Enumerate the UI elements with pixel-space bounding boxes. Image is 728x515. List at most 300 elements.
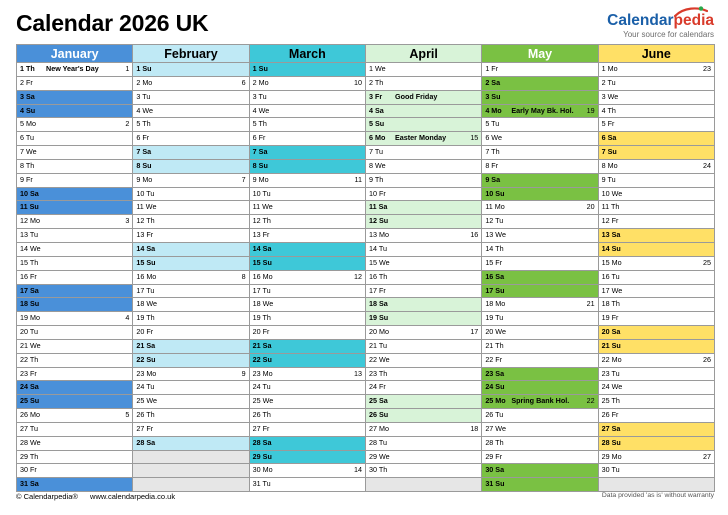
calendar-day-cell[interactable] [599,368,714,381]
calendar-day-cell[interactable] [17,395,132,408]
calendar-day-cell[interactable] [599,354,714,367]
day-number: 12 Fr [601,216,619,226]
day-number: 13 Tu [20,230,38,240]
brand-tagline: Your source for calendars [623,30,714,39]
calendar-day-cell[interactable] [599,451,714,464]
day-number: 29 Th [20,451,39,461]
calendar-day-cell[interactable] [133,340,248,353]
calendar-day-cell[interactable] [366,381,481,394]
calendar-day-cell[interactable] [133,118,248,131]
day-number: 17 Su [485,285,505,295]
day-number: 25 Mo [485,396,506,406]
calendar-day-cell[interactable] [366,174,481,187]
calendar-day-cell[interactable] [366,243,481,256]
day-number: 20 Mo [368,327,389,337]
calendar-day-cell[interactable] [17,423,132,436]
calendar-cell [598,146,714,160]
calendar-day-cell[interactable] [366,77,481,90]
calendar-cell [482,270,598,284]
day-number: 22 Mo [601,354,622,364]
calendar-day-cell[interactable] [482,285,597,298]
calendar-cell [365,298,481,312]
calendar-day-cell[interactable] [250,63,365,76]
calendar-cell [133,63,249,77]
day-number: 12 Tu [485,216,504,226]
day-number: 13 We [485,230,506,240]
calendar-day-cell[interactable] [599,188,714,201]
calendar-day-cell[interactable] [17,354,132,367]
calendar-day-cell[interactable] [133,91,248,104]
calendar-day-cell[interactable] [482,478,597,491]
calendar-cell [598,132,714,146]
calendar-day-cell[interactable] [133,174,248,187]
calendar-cell [482,367,598,381]
calendar-day-cell[interactable] [482,215,597,228]
day-number: 29 Fr [485,451,503,461]
calendar-row [17,215,715,229]
week-number: 13 [353,368,362,378]
week-number: 25 [702,257,711,267]
calendar-cell [365,367,481,381]
calendar-day-cell[interactable] [599,160,714,173]
calendar-day-cell[interactable] [599,340,714,353]
calendar-day-cell[interactable] [17,215,132,228]
calendar-day-cell[interactable] [366,409,481,422]
calendar-day-cell[interactable] [17,229,132,242]
month-header-june: June [598,45,714,63]
week-number: 19 [586,105,595,115]
day-number: 17 Tu [136,285,155,295]
calendar-day-cell[interactable] [133,132,248,145]
calendar-day-cell[interactable] [482,340,597,353]
calendar-day-cell[interactable] [250,464,365,477]
day-number: 7 Sa [252,147,268,157]
calendar-day-cell[interactable] [366,437,481,450]
day-number: 19 Mo [20,313,40,323]
calendar-cell [17,118,133,132]
calendar-day-cell[interactable] [133,381,248,394]
calendar-day-cell[interactable] [17,201,132,214]
calendar-day-cell[interactable] [599,174,714,187]
calendar-day-cell[interactable] [133,215,248,228]
day-number: 3 Fr [368,91,383,101]
calendar-cell [17,242,133,256]
calendar-day-cell[interactable] [482,243,597,256]
calendar-cell [365,242,481,256]
calendar-day-cell[interactable] [17,451,132,464]
calendar-day-cell[interactable] [17,478,132,491]
calendar-cell [133,422,249,436]
calendar-day-cell[interactable] [482,91,597,104]
day-number: 11 We [252,202,273,212]
calendar-day-cell[interactable] [250,381,365,394]
calendar-cell [249,284,365,298]
calendar-day-cell[interactable] [250,118,365,131]
calendar-day-cell[interactable] [250,368,365,381]
day-number: 16 Sa [485,271,505,281]
calendar-day-cell[interactable] [366,132,481,145]
page-header [16,10,714,46]
day-number: 20 Sa [601,327,621,337]
calendar-day-cell[interactable] [17,91,132,104]
calendar-day-cell[interactable] [599,409,714,422]
calendar-day-cell[interactable] [250,257,365,270]
calendar-day-cell[interactable] [17,312,132,325]
calendar-day-cell[interactable] [599,423,714,436]
calendar-day-cell[interactable] [366,257,481,270]
calendar-day-cell[interactable] [366,160,481,173]
calendar-day-cell[interactable] [133,271,248,284]
calendar-day-cell[interactable] [17,174,132,187]
calendar-cell [365,187,481,201]
calendar-cell [482,353,598,367]
week-number: 26 [702,354,711,364]
calendar-day-cell[interactable] [17,257,132,270]
calendar-day-cell[interactable] [482,118,597,131]
calendar-row [17,478,715,492]
calendar-day-cell[interactable] [133,105,248,118]
calendar-cell [365,450,481,464]
calendar-day-cell[interactable] [366,354,481,367]
calendar-cell [482,326,598,340]
calendar-day-cell[interactable] [17,271,132,284]
week-number: 23 [702,64,711,73]
calendar-day-cell[interactable] [482,326,597,339]
calendar-day-cell[interactable] [366,340,481,353]
calendar-day-cell[interactable] [366,188,481,201]
week-number: 4 [125,313,130,323]
day-number: 15 Mo [601,257,622,267]
calendar-day-cell[interactable] [17,409,132,422]
calendar-day-cell[interactable] [133,160,248,173]
calendar-day-cell[interactable] [17,368,132,381]
calendar-day-cell[interactable] [250,340,365,353]
week-number: 3 [125,216,130,226]
calendar-day-cell[interactable] [599,326,714,339]
month-header-may: May [482,45,598,63]
calendar-day-cell[interactable] [366,215,481,228]
calendar-cell [133,270,249,284]
calendar-day-cell[interactable] [250,271,365,284]
day-number: 17 Sa [20,285,39,295]
week-number: 12 [353,271,362,281]
calendar-day-cell[interactable] [366,312,481,325]
calendar-cell [598,478,714,492]
calendar-day-cell[interactable] [250,298,365,311]
calendar-day-cell[interactable] [250,354,365,367]
calendar-day-cell[interactable] [250,437,365,450]
calendar-day-cell[interactable] [17,326,132,339]
calendar-day-cell[interactable] [599,118,714,131]
calendar-cell [598,187,714,201]
calendar-day-cell[interactable] [366,423,481,436]
calendar-day-cell[interactable] [482,354,597,367]
calendar-day-cell[interactable] [17,464,132,477]
calendar-day-cell[interactable] [482,201,597,214]
calendar-day-cell[interactable] [17,63,132,76]
calendar-day-cell[interactable] [482,63,597,76]
calendar-day-cell[interactable] [366,326,481,339]
calendar-day-cell[interactable] [366,271,481,284]
calendar-cell [133,339,249,353]
calendar-cell [598,298,714,312]
calendar-day-cell[interactable] [17,285,132,298]
brand-name-second: pedia [673,12,714,29]
calendar-day-cell[interactable] [482,146,597,159]
calendar-row [17,159,715,173]
calendar-cell-empty [599,478,714,491]
calendar-day-cell[interactable] [133,312,248,325]
calendar-day-cell[interactable] [133,285,248,298]
calendar-day-cell[interactable] [366,105,481,118]
calendar-day-cell[interactable] [599,285,714,298]
calendar-day-cell[interactable] [482,77,597,90]
calendar-day-cell[interactable] [482,298,597,311]
calendar-cell [249,464,365,478]
day-number: 22 We [368,354,390,364]
calendar-day-cell[interactable] [482,381,597,394]
calendar-cell [598,76,714,90]
calendar-day-cell[interactable] [599,201,714,214]
calendar-cell [365,229,481,243]
calendar-day-cell[interactable] [250,312,365,325]
calendar-day-cell[interactable] [482,132,597,145]
calendar-day-cell[interactable] [17,146,132,159]
week-number: 7 [241,174,246,184]
calendar-cell [133,201,249,215]
calendar-cell [133,76,249,90]
calendar-day-cell[interactable] [133,201,248,214]
calendar-day-cell[interactable] [250,146,365,159]
calendar-day-cell[interactable] [250,77,365,90]
month-header-march: March [249,45,365,63]
calendar-day-cell[interactable] [250,326,365,339]
calendar-cell [482,284,598,298]
calendar-cell [598,381,714,395]
day-number: 27 Fr [136,423,154,433]
calendar-day-cell[interactable] [599,63,714,76]
calendar-day-cell[interactable] [599,437,714,450]
calendar-day-cell[interactable] [17,340,132,353]
calendar-day-cell[interactable] [599,132,714,145]
calendar-day-cell[interactable] [17,132,132,145]
calendar-day-cell[interactable] [133,368,248,381]
calendar-day-cell[interactable] [482,229,597,242]
day-number: 4 Su [20,105,36,115]
day-number: 24 Sa [20,382,39,392]
calendar-day-cell[interactable] [482,312,597,325]
calendar-cell [482,422,598,436]
calendar-day-cell[interactable] [250,105,365,118]
calendar-cell [249,478,365,492]
calendar-day-cell[interactable] [250,451,365,464]
day-number: 6 Sa [601,133,617,143]
calendar-day-cell[interactable] [133,298,248,311]
day-number: 10 We [601,188,623,198]
calendar-day-cell[interactable] [17,298,132,311]
day-number: 6 Fr [136,133,150,143]
calendar-day-cell[interactable] [599,381,714,394]
calendar-day-cell[interactable] [599,91,714,104]
calendar-day-cell[interactable] [599,312,714,325]
calendar-day-cell[interactable] [482,464,597,477]
calendar-day-cell[interactable] [482,409,597,422]
day-number: 24 Tu [136,382,155,392]
week-number: 6 [241,77,246,87]
calendar-day-cell[interactable] [250,285,365,298]
calendar-cell [133,229,249,243]
calendar-cell [249,270,365,284]
calendar-day-cell[interactable] [17,118,132,131]
calendar-day-cell[interactable] [599,105,714,118]
holiday-label: Spring Bank Hol. [511,396,570,406]
calendar-day-cell[interactable] [17,381,132,394]
day-number: 7 Sa [136,147,152,157]
calendar-day-cell[interactable] [366,63,481,76]
calendar-day-cell[interactable] [482,395,597,408]
calendar-cell [17,270,133,284]
calendar-day-cell[interactable] [599,77,714,90]
calendar-day-cell[interactable] [366,368,481,381]
calendar-cell [17,381,133,395]
calendar-day-cell[interactable] [133,326,248,339]
calendar-day-cell[interactable] [250,91,365,104]
calendar-day-cell[interactable] [482,423,597,436]
website-link[interactable]: www.calendarpedia.co.uk [90,492,176,501]
calendar-day-cell[interactable] [482,271,597,284]
day-number: 7 Su [601,147,617,157]
calendar-day-cell[interactable] [482,105,597,118]
calendar-day-cell[interactable] [482,188,597,201]
calendar-day-cell[interactable] [599,395,714,408]
calendar-day-cell[interactable] [366,451,481,464]
day-number: 8 Fr [485,160,499,170]
calendar-cell [365,118,481,132]
calendar-day-cell[interactable] [250,395,365,408]
calendar-day-cell[interactable] [366,118,481,131]
calendar-day-cell[interactable] [250,160,365,173]
calendar-day-cell[interactable] [366,201,481,214]
calendar-cell [598,63,714,77]
calendar-day-cell[interactable] [599,257,714,270]
calendar-cell [482,242,598,256]
calendar-cell [249,326,365,340]
calendar-row [17,353,715,367]
calendar-day-cell[interactable] [17,105,132,118]
day-number: 17 Fr [368,285,386,295]
calendar-cell [365,381,481,395]
calendar-day-cell[interactable] [17,77,132,90]
calendar-day-cell[interactable] [17,188,132,201]
day-number: 2 Tu [601,77,616,87]
calendar-cell [365,422,481,436]
day-number: 27 Sa [601,423,621,433]
calendar-cell [133,395,249,409]
calendar-day-cell[interactable] [133,243,248,256]
calendar-day-cell[interactable] [366,285,481,298]
calendar-cell [17,63,133,77]
calendar-day-cell[interactable] [482,368,597,381]
week-number: 1 [125,64,130,73]
calendar-day-cell[interactable] [133,63,248,76]
calendar-day-cell[interactable] [482,160,597,173]
day-number: 11 Sa [368,202,388,212]
calendar-day-cell[interactable] [17,437,132,450]
day-number: 5 Th [252,119,267,129]
calendar-day-cell[interactable] [599,215,714,228]
calendar-day-cell[interactable] [133,188,248,201]
calendar-row [17,256,715,270]
calendar-day-cell[interactable] [250,478,365,491]
calendar-day-cell[interactable] [599,298,714,311]
calendar-day-cell[interactable] [133,146,248,159]
calendar-day-cell[interactable] [133,354,248,367]
calendar-day-cell[interactable] [366,298,481,311]
calendar-day-cell[interactable] [250,188,365,201]
calendar-cell [133,187,249,201]
calendar-cell [365,132,481,146]
calendar-day-cell[interactable] [482,437,597,450]
calendar-day-cell[interactable] [482,451,597,464]
calendar-day-cell[interactable] [366,146,481,159]
calendar-day-cell[interactable] [250,215,365,228]
calendar-day-cell[interactable] [133,437,248,450]
calendar-day-cell[interactable] [17,160,132,173]
calendar-day-cell[interactable] [599,229,714,242]
calendar-day-cell[interactable] [250,423,365,436]
day-number: 15 Su [252,257,272,267]
calendar-cell [365,63,481,77]
calendar-day-cell[interactable] [250,174,365,187]
calendar-row [17,63,715,77]
calendar-day-cell[interactable] [366,91,481,104]
calendar-day-cell[interactable] [250,132,365,145]
calendar-day-cell[interactable] [366,229,481,242]
calendar-cell [365,436,481,450]
calendar-day-cell[interactable] [133,229,248,242]
calendar-day-cell[interactable] [482,257,597,270]
calendar-day-cell[interactable] [133,77,248,90]
calendar-day-cell[interactable] [133,423,248,436]
calendar-day-cell[interactable] [133,409,248,422]
calendar-day-cell[interactable] [250,201,365,214]
page-footer [16,492,714,506]
day-number: 13 Fr [252,230,270,240]
calendar-day-cell[interactable] [599,464,714,477]
day-number: 22 Fr [485,354,503,364]
calendar-day-cell[interactable] [17,243,132,256]
calendar-day-cell[interactable] [250,229,365,242]
calendar-day-cell[interactable] [250,409,365,422]
day-number: 2 Fr [20,77,33,87]
brand-name-first: Calendar [607,12,674,29]
calendar-cell [482,256,598,270]
calendar-day-cell[interactable] [366,395,481,408]
calendar-day-cell[interactable] [599,271,714,284]
calendar-cell [133,464,249,478]
calendar-day-cell[interactable] [133,395,248,408]
calendar-day-cell[interactable] [250,243,365,256]
calendar-day-cell[interactable] [366,464,481,477]
calendar-cell [17,450,133,464]
calendar-day-cell[interactable] [599,146,714,159]
calendar-cell [17,478,133,492]
calendar-day-cell[interactable] [599,243,714,256]
week-number: 22 [586,396,595,406]
calendar-day-cell[interactable] [133,257,248,270]
day-number: 23 Sa [485,368,505,378]
calendar-day-cell[interactable] [482,174,597,187]
